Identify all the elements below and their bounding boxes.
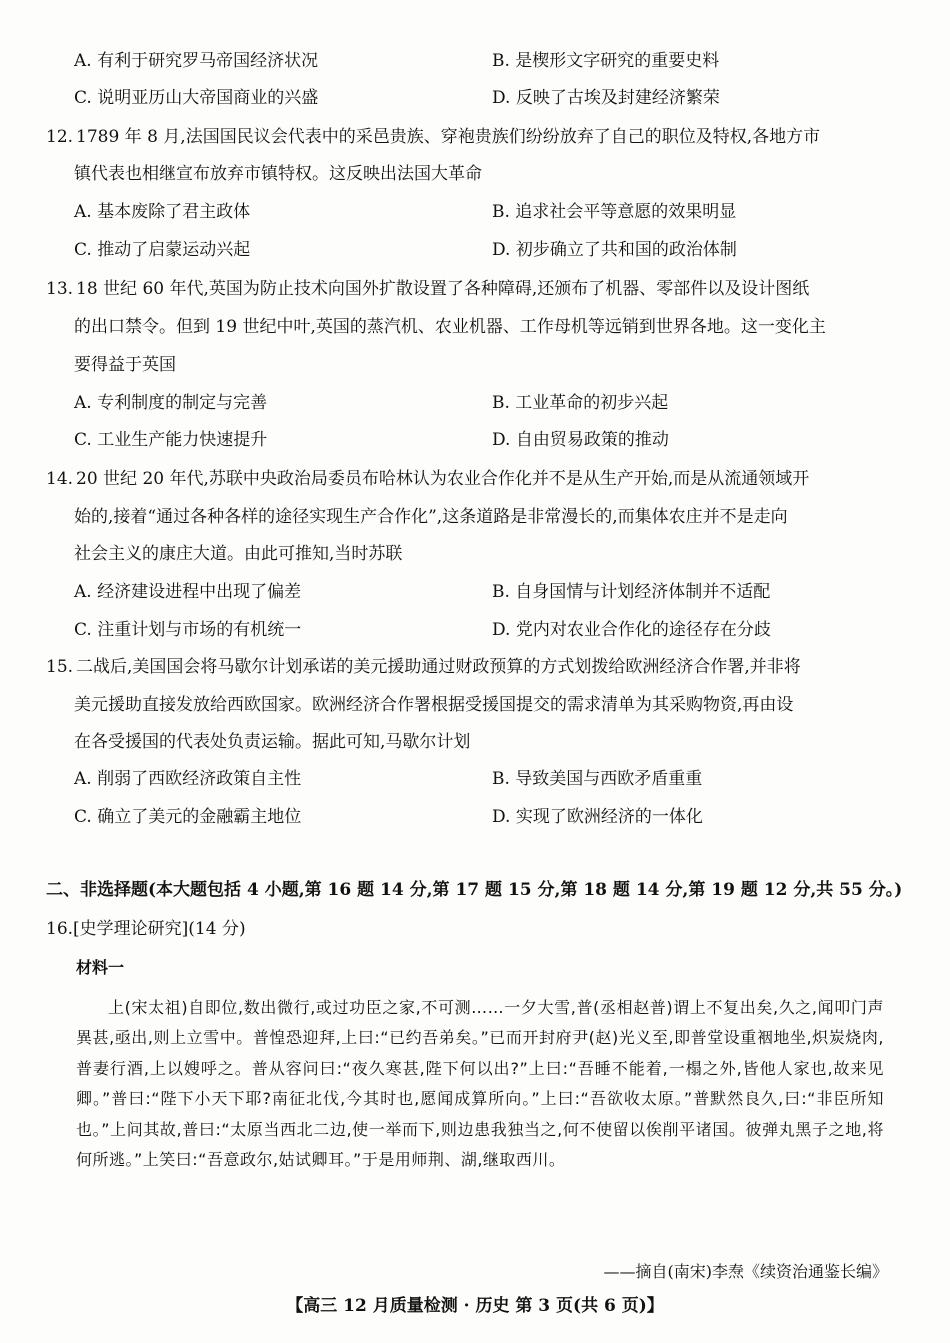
section-2-heading: 二、非选择题(本大题包括 4 小题,第 16 题 14 分,第 17 题 15 分,第 18 题 14 分,第 19 题 12 分,共 55 分。) [46, 880, 903, 900]
q13-option-a[interactable]: A. 专利制度的制定与完善 [74, 393, 268, 413]
q14-stem-line-2: 始的,接着“通过各种各样的途径实现生产合作化”,这条道路是非常漫长的,而集体农庄并不是走向 [74, 507, 788, 527]
q16-header: 16.[史学理论研究](14 分) [46, 919, 246, 939]
q14-number: 14. [46, 469, 74, 489]
q13-option-c[interactable]: C. 工业生产能力快速提升 [74, 430, 268, 450]
q12-number: 12. [46, 127, 74, 147]
q12-options-row-2 [74, 238, 894, 262]
q15-options-row-2 [74, 805, 894, 829]
q11-options-row-2 [74, 86, 894, 110]
q16-material-text: 上(宋太祖)自即位,数出微行,或过功臣之家,不可测……一夕大雪,普(丞相赵普)谓上不复出矣,久之,闻叩门声異甚,亟出,则上立雪中。普惶恐迎拜,上曰:“已约吾弟矣。”已而开封府尹(赵)光义至,即普堂设重裀地坐,炽炭烧肉,普妻行酒,上以嫂呼之。普从容问曰:“夜久寒甚,陛下何以出?”上曰:“吾睡不能着,一榻之外,皆他人家也,故来见卿。”普曰:“陛下小天下耶?南征北伐,今其时也,愿闻成算所向。”上曰:“吾欲收太原。”普默然良久,曰:“非臣所知也。”上问其故,普曰:“太原当西北二边,使一举而下,则边患我独当之,何不使留以俟削平诸国。彼弹丸黑子之地,将何所逃。”上笑曰:“吾意政尔,姑试卿耳。”于是用师荆、湖,继取西川。 [76, 998, 884, 1170]
q16-citation: ——摘自(南宋)李焘《续资治通鉴长编》 [603, 1262, 888, 1281]
q14-options-row-1 [74, 580, 894, 604]
q14-options-row-2 [74, 618, 894, 642]
q12-option-a[interactable]: A. 基本废除了君主政体 [74, 202, 251, 222]
q13-option-d[interactable]: D. 自由贸易政策的推动 [492, 430, 669, 450]
q12-options-row-1 [74, 200, 894, 224]
q13-number: 13. [46, 279, 74, 299]
q13-stem-line-3: 要得益于英国 [74, 355, 176, 375]
q14-stem-line-1: 20 世纪 20 年代,苏联中央政治局委员布哈林认为农业合作化并不是从生产开始,而是从流通领域开 [76, 469, 810, 489]
q12-option-d[interactable]: D. 初步确立了共和国的政治体制 [492, 240, 737, 260]
q16-material-label: 材料一 [76, 958, 125, 977]
q15-option-c[interactable]: C. 确立了美元的金融霸主地位 [74, 807, 302, 827]
q14-option-c[interactable]: C. 注重计划与市场的有机统一 [74, 620, 302, 640]
q13-option-b[interactable]: B. 工业革命的初步兴起 [492, 393, 669, 413]
q14-option-a[interactable]: A. 经济建设进程中出现了偏差 [74, 582, 302, 602]
q13-options-row-1 [74, 391, 894, 415]
q15-number: 15. [46, 657, 74, 677]
q11-options-row-1 [74, 49, 894, 73]
q11-option-c[interactable]: C. 说明亚历山大帝国商业的兴盛 [74, 88, 319, 108]
q13-stem-line-2: 的出口禁令。但到 19 世纪中叶,英国的蒸汽机、农业机器、工作母机等远销到世界各地。这一变化主 [74, 317, 826, 337]
q13-stem-line-1: 18 世纪 60 年代,英国为防止技术向国外扩散设置了各种障碍,还颁布了机器、零部件以及设计图纸 [76, 279, 810, 299]
q15-option-a[interactable]: A. 削弱了西欧经济政策自主性 [74, 769, 302, 789]
q12-option-c[interactable]: C. 推动了启蒙运动兴起 [74, 240, 251, 260]
q15-options-row-1 [74, 767, 894, 791]
q13-options-row-2 [74, 428, 894, 452]
q11-option-b[interactable]: B. 是楔形文字研究的重要史料 [492, 51, 720, 71]
q15-option-d[interactable]: D. 实现了欧洲经济的一体化 [492, 807, 703, 827]
q14-option-b[interactable]: B. 自身国情与计划经济体制并不适配 [492, 582, 771, 602]
q15-stem-line-1: 二战后,美国国会将马歇尔计划承诺的美元援助通过财政预算的方式划拨给欧洲经济合作署,并非将 [76, 657, 801, 677]
q12-stem-line-1: 1789 年 8 月,法国国民议会代表中的采邑贵族、穿袍贵族们纷纷放弃了自己的职位及特权,各地方市 [76, 127, 821, 147]
q12-stem-line-2: 镇代表也相继宣布放弃市镇特权。这反映出法国大革命 [74, 164, 482, 184]
q14-option-d[interactable]: D. 党内对农业合作化的途径存在分歧 [492, 620, 771, 640]
q12-option-b[interactable]: B. 追求社会平等意愿的效果明显 [492, 202, 737, 222]
q15-stem-line-3: 在各受援国的代表处负责运输。据此可知,马歇尔计划 [74, 732, 471, 752]
page-footer: 【高三 12 月质量检测 · 历史 第 3 页(共 6 页)】 [286, 1296, 664, 1316]
q15-stem-line-2: 美元援助直接发放给西欧国家。欧洲经济合作署根据受援国提交的需求清单为其采购物资,再由设 [74, 695, 794, 715]
q11-option-a[interactable]: A. 有利于研究罗马帝国经济状况 [74, 51, 319, 71]
q15-option-b[interactable]: B. 导致美国与西欧矛盾重重 [492, 769, 703, 789]
q14-stem-line-3: 社会主义的康庄大道。由此可推知,当时苏联 [74, 544, 403, 564]
q11-option-d[interactable]: D. 反映了古埃及封建经济繁荣 [492, 88, 720, 108]
